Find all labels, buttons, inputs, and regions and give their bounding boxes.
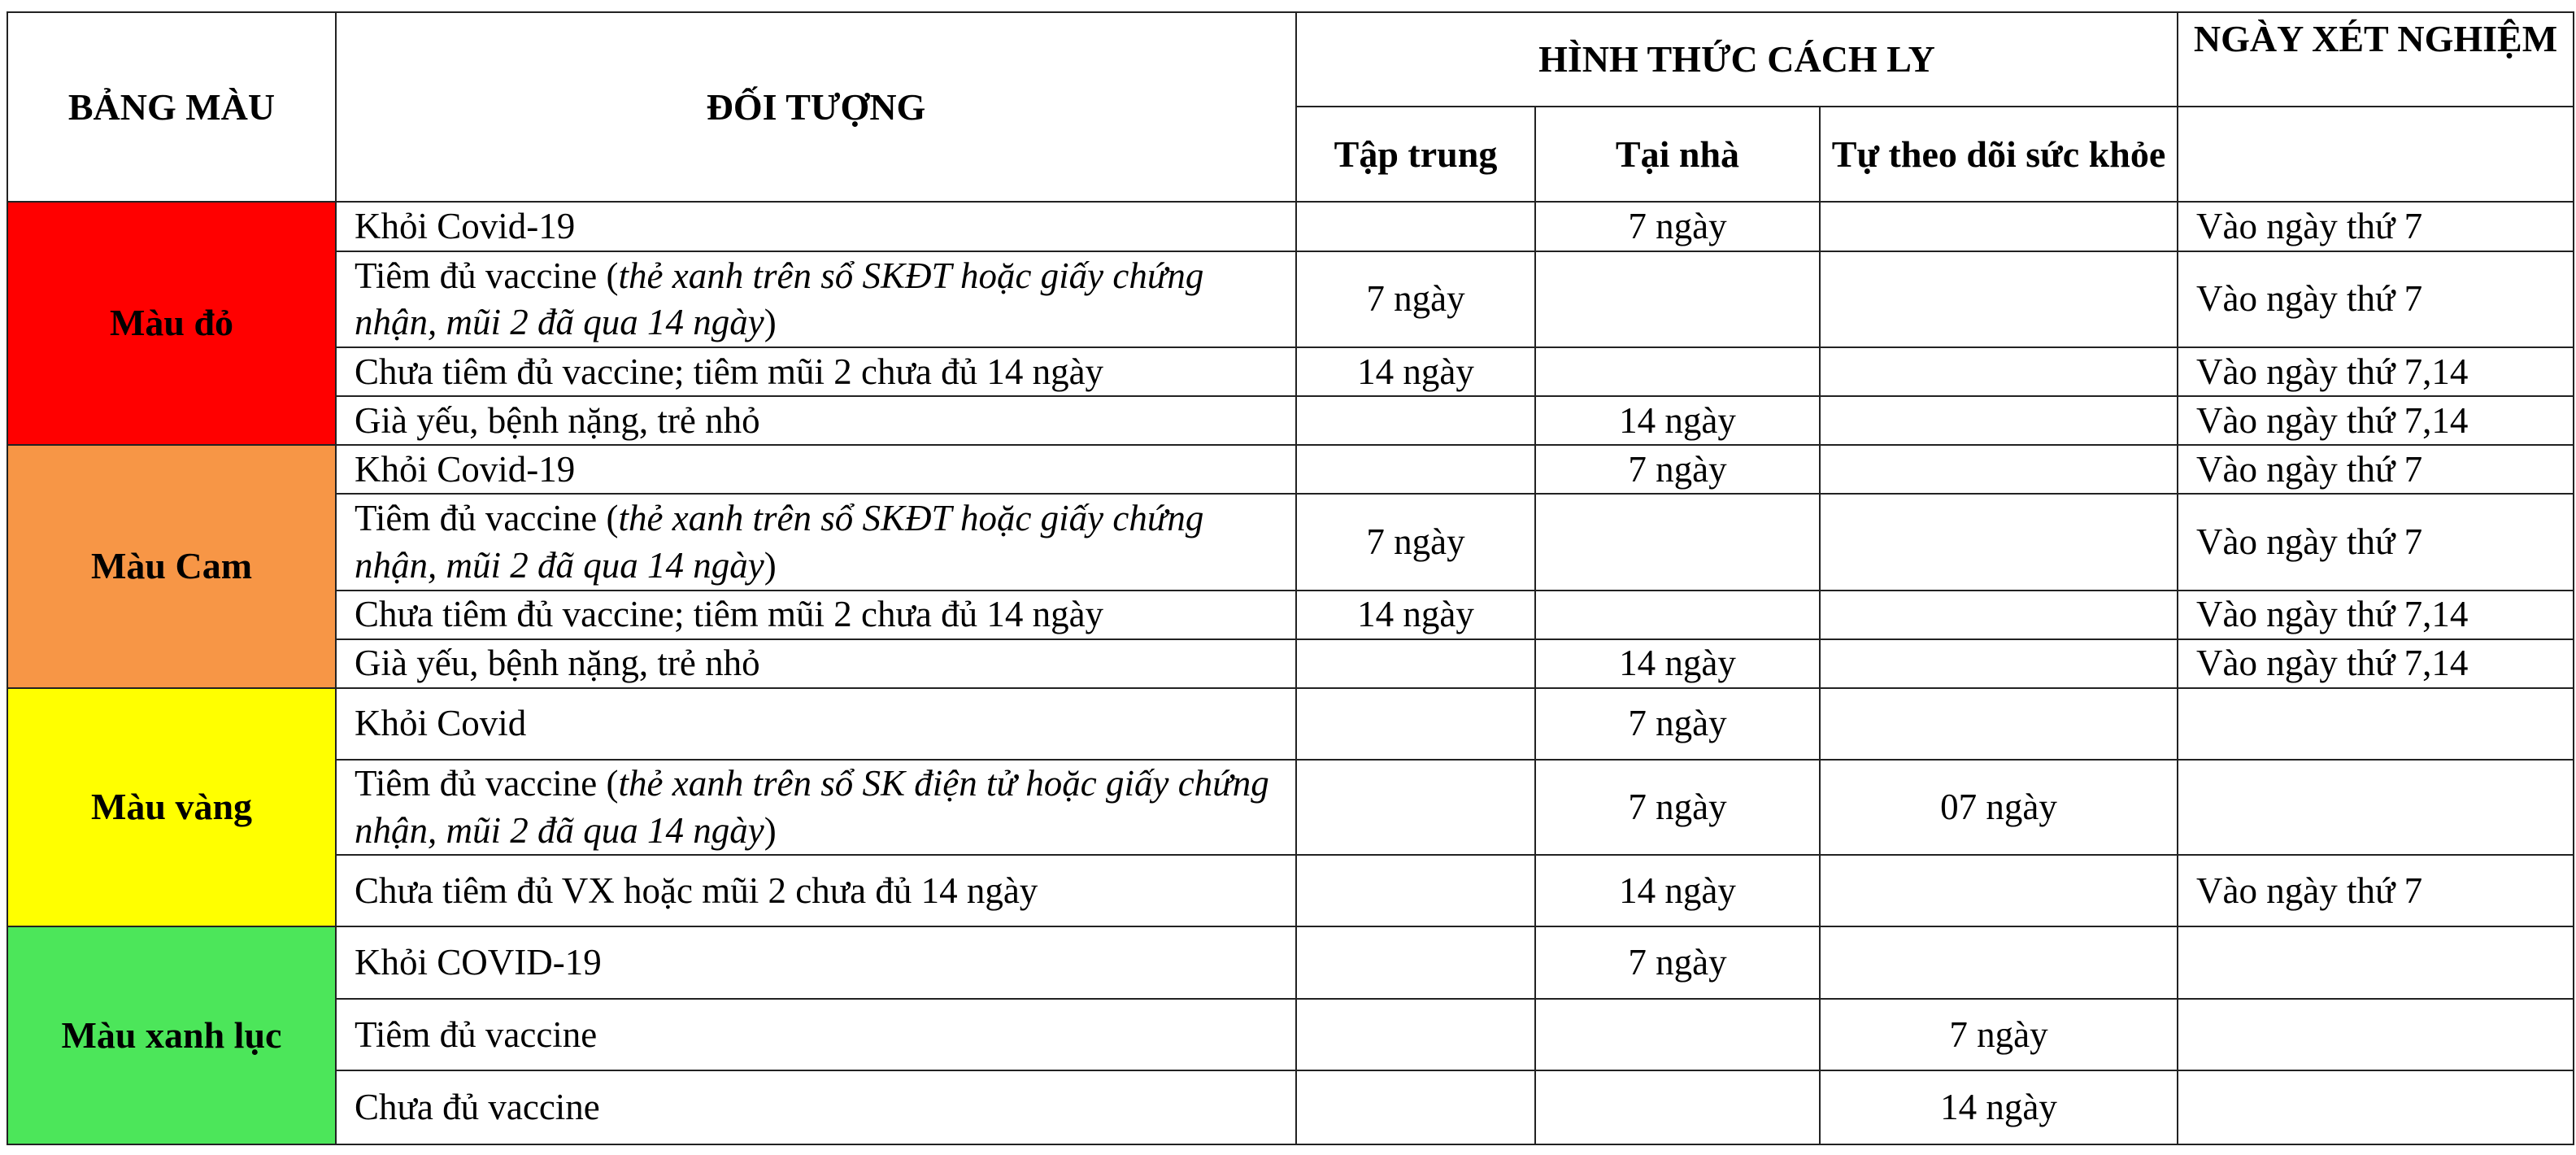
home-cell: 14 ngày — [1535, 639, 1820, 687]
table-row — [7, 1070, 2574, 1144]
test-day-cell — [2178, 926, 2574, 998]
table-row — [7, 591, 2574, 639]
home-cell: 7 ngày — [1535, 926, 1820, 998]
subject-text: Tiêm đủ vaccine ( — [355, 255, 619, 296]
table-row — [7, 202, 2574, 251]
subject-cell: Chưa đủ vaccine — [336, 1070, 1296, 1144]
color-column-header: BẢNG MÀU — [7, 12, 336, 202]
subject-text: Tiêm đủ vaccine ( — [355, 498, 619, 539]
test-day-cell: Vào ngày thứ 7 — [2178, 202, 2574, 251]
centralized-cell — [1296, 760, 1535, 855]
centralized-cell — [1296, 445, 1535, 494]
subject-cell: Già yếu, bệnh nặng, trẻ nhỏ — [336, 639, 1296, 687]
self-monitor-cell — [1820, 445, 2178, 494]
test-day-subheader — [2178, 107, 2574, 203]
isolation-method-header: HÌNH THỨC CÁCH LY — [1296, 12, 2178, 107]
test-day-cell — [2178, 688, 2574, 760]
centralized-cell: 7 ngày — [1296, 251, 1535, 348]
subject-note: thẻ xanh trên sổ SKĐT hoặc giấy chứng nhận, mũi 2 đã qua 14 ngày — [355, 498, 1204, 586]
home-cell — [1535, 347, 1820, 396]
subject-cell: Chưa tiêm đủ vaccine; tiêm mũi 2 chưa đủ 14 ngày — [336, 347, 1296, 396]
subject-column-header: ĐỐI TƯỢNG — [336, 12, 1296, 202]
table-row — [7, 760, 2574, 855]
home-cell: 7 ngày — [1535, 202, 1820, 251]
home-header: Tại nhà — [1535, 107, 1820, 203]
self-monitor-cell — [1820, 251, 2178, 348]
self-monitor-cell — [1820, 855, 2178, 926]
table-row — [7, 639, 2574, 687]
test-day-cell: Vào ngày thứ 7,14 — [2178, 396, 2574, 444]
centralized-cell: 14 ngày — [1296, 347, 1535, 396]
home-cell — [1535, 999, 1820, 1070]
home-cell — [1535, 1070, 1820, 1144]
subject-cell — [336, 494, 1296, 591]
color-group-label: Màu đỏ — [7, 202, 336, 445]
color-group-label: Màu vàng — [7, 688, 336, 927]
table-row — [7, 347, 2574, 396]
self-monitor-cell — [1820, 926, 2178, 998]
test-day-cell: Vào ngày thứ 7,14 — [2178, 639, 2574, 687]
subject-cell — [336, 760, 1296, 855]
home-cell — [1535, 251, 1820, 348]
test-day-cell: Vào ngày thứ 7,14 — [2178, 347, 2574, 396]
self-monitor-cell: 07 ngày — [1820, 760, 2178, 855]
subject-note: thẻ xanh trên sổ SKĐT hoặc giấy chứng nhận, mũi 2 đã qua 14 ngày — [355, 255, 1204, 342]
test-day-header: NGÀY XÉT NGHIỆM — [2178, 12, 2574, 107]
table-row — [7, 999, 2574, 1070]
table-row — [7, 445, 2574, 494]
self-monitor-cell — [1820, 591, 2178, 639]
subject-cell: Chưa tiêm đủ vaccine; tiêm mũi 2 chưa đủ 14 ngày — [336, 591, 1296, 639]
subject-cell — [336, 251, 1296, 348]
color-group-label: Màu xanh lục — [7, 926, 336, 1144]
table-row — [7, 251, 2574, 348]
centralized-cell — [1296, 396, 1535, 444]
centralized-cell — [1296, 1070, 1535, 1144]
subject-cell: Khỏi Covid-19 — [336, 202, 1296, 251]
centralized-cell — [1296, 202, 1535, 251]
subject-suffix: ) — [764, 809, 777, 851]
test-day-cell: Vào ngày thứ 7,14 — [2178, 591, 2574, 639]
table-row — [7, 494, 2574, 591]
home-cell: 14 ngày — [1535, 396, 1820, 444]
test-day-cell — [2178, 999, 2574, 1070]
test-day-cell — [2178, 1070, 2574, 1144]
subject-cell: Tiêm đủ vaccine — [336, 999, 1296, 1070]
centralized-cell — [1296, 639, 1535, 687]
self-monitor-cell: 7 ngày — [1820, 999, 2178, 1070]
centralized-header: Tập trung — [1296, 107, 1535, 203]
subject-cell: Già yếu, bệnh nặng, trẻ nhỏ — [336, 396, 1296, 444]
home-cell: 7 ngày — [1535, 688, 1820, 760]
isolation-table — [7, 11, 2574, 1145]
subject-cell: Khỏi Covid — [336, 688, 1296, 760]
self-monitor-cell — [1820, 347, 2178, 396]
centralized-cell — [1296, 926, 1535, 998]
home-cell: 14 ngày — [1535, 855, 1820, 926]
subject-cell: Khỏi COVID-19 — [336, 926, 1296, 998]
centralized-cell: 7 ngày — [1296, 494, 1535, 591]
test-day-cell: Vào ngày thứ 7 — [2178, 855, 2574, 926]
centralized-cell — [1296, 999, 1535, 1070]
centralized-cell — [1296, 855, 1535, 926]
self-monitor-cell — [1820, 494, 2178, 591]
subject-suffix: ) — [764, 544, 777, 586]
color-group-label: Màu Cam — [7, 445, 336, 688]
test-day-cell — [2178, 760, 2574, 855]
self-monitor-cell — [1820, 639, 2178, 687]
subject-text: Tiêm đủ vaccine ( — [355, 763, 619, 804]
centralized-cell: 14 ngày — [1296, 591, 1535, 639]
self-monitor-cell — [1820, 688, 2178, 760]
subject-cell: Khỏi Covid-19 — [336, 445, 1296, 494]
centralized-cell — [1296, 688, 1535, 760]
table-row — [7, 396, 2574, 444]
home-cell: 7 ngày — [1535, 760, 1820, 855]
home-cell — [1535, 591, 1820, 639]
self-monitor-cell — [1820, 396, 2178, 444]
subject-cell: Chưa tiêm đủ VX hoặc mũi 2 chưa đủ 14 ngày — [336, 855, 1296, 926]
home-cell: 7 ngày — [1535, 445, 1820, 494]
table-row — [7, 688, 2574, 760]
subject-note: thẻ xanh trên sổ SK điện tử hoặc giấy chứng nhận, mũi 2 đã qua 14 ngày — [355, 763, 1269, 851]
self-monitor-cell: 14 ngày — [1820, 1070, 2178, 1144]
subject-suffix: ) — [764, 301, 777, 342]
self-monitor-header: Tự theo dõi sức khỏe — [1820, 107, 2178, 203]
table-row — [7, 855, 2574, 926]
table-row — [7, 926, 2574, 998]
test-day-cell: Vào ngày thứ 7 — [2178, 445, 2574, 494]
test-day-cell: Vào ngày thứ 7 — [2178, 494, 2574, 591]
test-day-cell: Vào ngày thứ 7 — [2178, 251, 2574, 348]
home-cell — [1535, 494, 1820, 591]
self-monitor-cell — [1820, 202, 2178, 251]
